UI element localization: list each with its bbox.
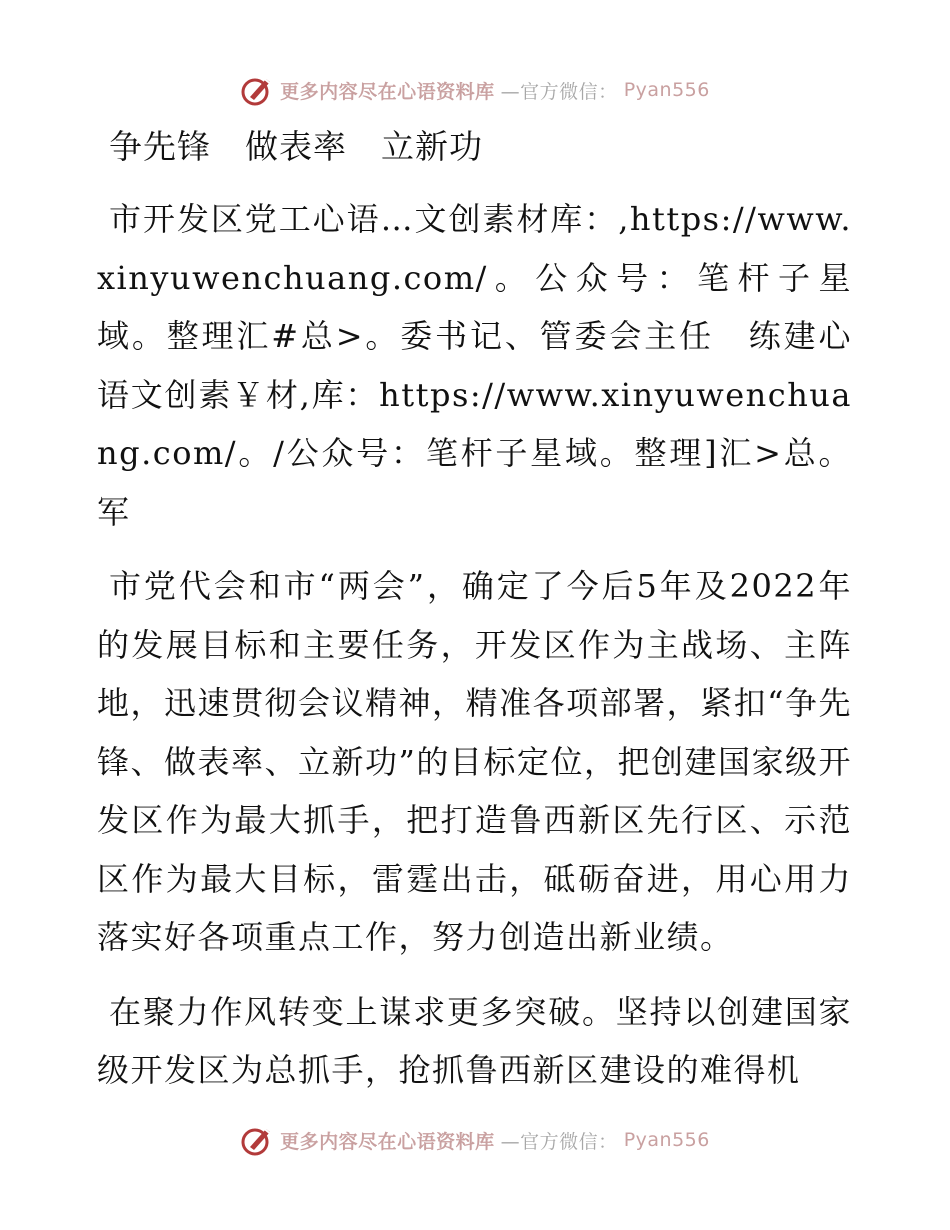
quill-logo-icon (240, 73, 274, 107)
paragraph-3: 在聚力作风转变上谋求更多突破。坚持以创建国家级开发区为总抓手，抢抓鲁西新区建设的难得机 (97, 992, 852, 1089)
banner-official-label: —官方微信： (500, 1130, 618, 1153)
paragraph-2: 市党代会和市“两会”，确定了今后5年及2022年的发展目标和主要任务，开发区作为主战场、主阵地，迅速贯彻会议精神，精准各项部署，紧扣“争先锋、做表率、立新功”的目标定位，把创建国家级开发区作为最大抓手，把打造鲁西新区先行区、示范区作为最大目标，雷霆出击，砥砺奋进，用心用力落实好各项重点工作，努力创造出新业绩。 (97, 567, 852, 956)
banner-account-id: Pyan556 (623, 1129, 710, 1151)
document-title: 争先锋 做表率 立新功 (109, 127, 483, 166)
banner-official-label: —官方微信： (500, 80, 618, 103)
banner-main-text: 更多内容尽在心语资料库 (280, 1130, 495, 1153)
document-body (97, 118, 852, 1100)
banner-account-id: Pyan556 (623, 79, 710, 101)
header-watermark-banner (0, 70, 950, 110)
paragraph-1: 市开发区党工心语…文创素材库：,https://www.xinyuwenchuang.com/。公众号：笔杆子星域。整理汇#总>。委书记、管委会主任 练建心语文创素￥材,库：https://www.xinyuwenchuang.com/。/公众号：笔杆子星域。整理]汇>总。军 (97, 200, 852, 531)
quill-logo-icon (240, 1123, 274, 1157)
banner-main-text: 更多内容尽在心语资料库 (280, 80, 495, 103)
footer-watermark-banner (0, 1120, 950, 1160)
